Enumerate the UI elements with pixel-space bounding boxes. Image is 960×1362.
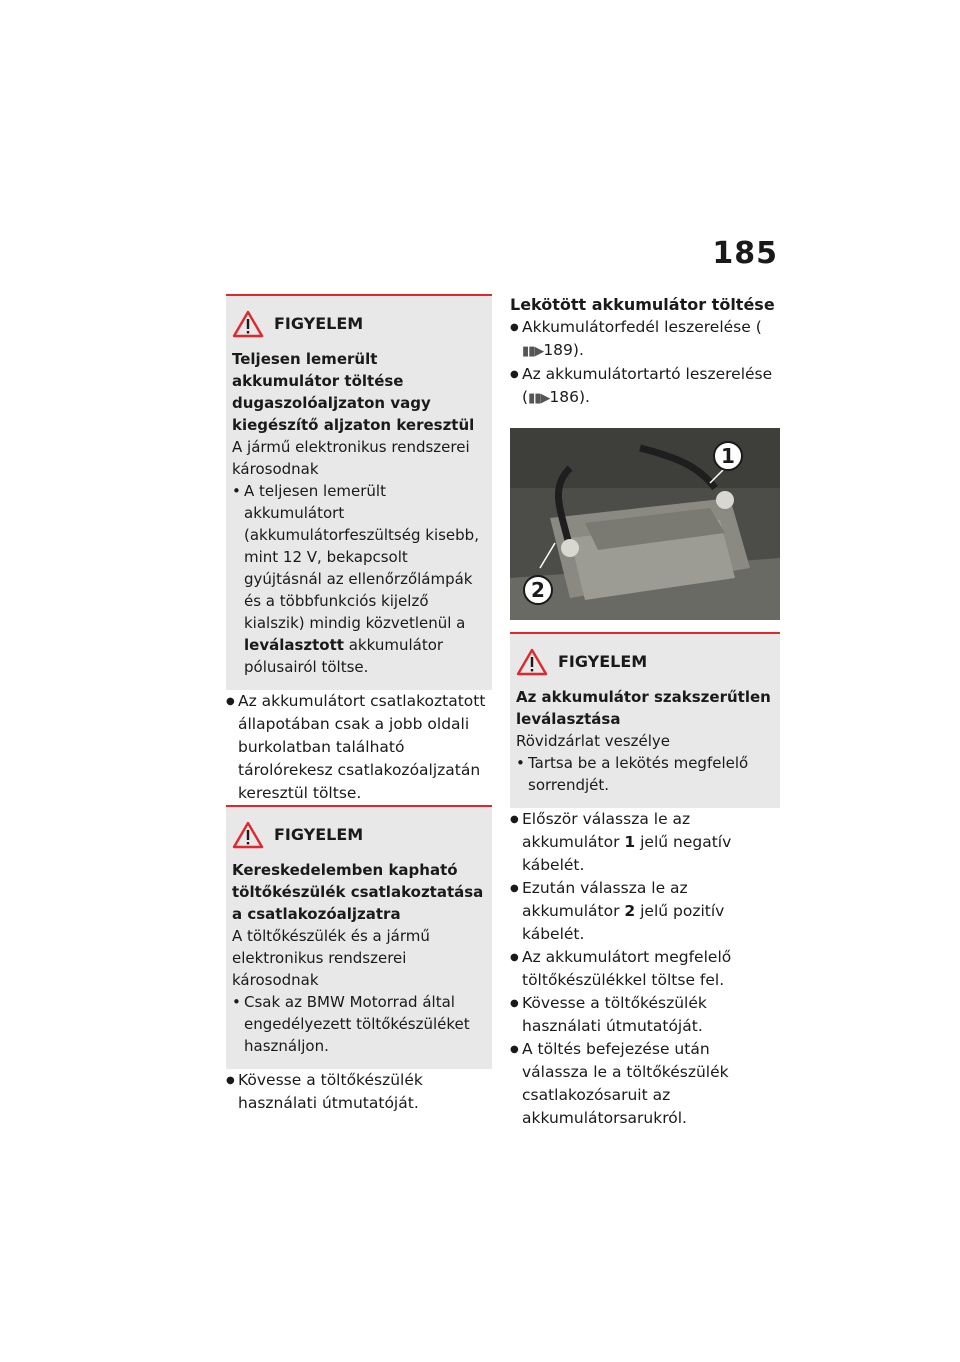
warning-box-2 [226,805,492,1069]
warning-title: FIGYELEM [274,825,364,844]
step-text-after: jelű negatív kábelét. [522,833,732,874]
warning-heading: Teljesen lemerült akkumulátor töltése dugaszolóaljzaton vagy kiegészítő aljzaton keresztül [232,350,475,434]
warning-title: FIGYELEM [558,652,648,671]
list-item: ● Kövesse a töltőkészülék használati útmutatóját. [226,1069,492,1115]
list-item [510,808,780,877]
photo-label-2: 2 [531,578,545,602]
steps-list-1 [226,690,492,805]
step-bold: 1 [624,833,636,851]
prep-text: Az akkumulátortartó leszerelése ( [522,365,773,406]
step-bold: 2 [624,902,636,920]
list-item [510,946,780,992]
step-text-after: jelű pozitív kábelét. [522,902,725,943]
warning-bullet: • Tartsa be a lekötés megfelelő sorrendjét. [516,752,772,796]
warning-heading: Kereskedelemben kapható töltőkészülék csatlakoztatása a csatlakozóaljzatra [232,861,484,923]
steps-list-right [510,808,780,1130]
warning-box-3 [510,632,780,808]
warning-triangle-icon [232,310,264,338]
step-text: Az akkumulátort megfelelő töltőkészülékkel töltse fel. [522,948,732,989]
warning-header [232,821,484,849]
left-column [226,294,492,1115]
step-text: A töltés befejezése után válassza le a töltőkészülék csatlakozósaruit az akkumulátorsarukról. [522,1040,729,1127]
steps-list-2 [226,1069,492,1115]
warning-header [516,648,772,676]
list-item [510,1038,780,1130]
reference-arrow-icon: ▮▮▶ [528,391,550,406]
bullet-text-after: akkumulátor pólusairól töltse. [244,636,444,676]
step-text: Kövesse a töltőkészülék használati útmutatóját. [522,994,707,1035]
photo-label-1: 1 [721,444,735,468]
warning-triangle-icon [232,821,264,849]
warning-bullets [516,752,772,796]
step-text: Először válassza le az akkumulátor [522,810,691,851]
list-item: ● Az akkumulátort csatlakoztatott állapotában csak a jobb oldali burkolatban található tárolórekesz csatlakozóaljzatán keresztül töltse. [226,690,492,805]
warning-bullets [232,991,484,1057]
list-item [510,363,780,410]
prep-text: Akkumulátorfedél leszerelése ( [522,318,762,336]
battery-illustration [510,428,780,620]
list-item [510,316,780,363]
battery-photo [510,428,780,620]
warning-bullets [232,480,484,678]
bullet-bold: leválasztott [244,636,344,654]
list-item [510,992,780,1038]
warning-bullet [232,480,484,678]
prep-list [510,316,780,410]
right-column [510,294,780,1130]
prep-ref: 189). [543,341,584,359]
warning-box-1 [226,294,492,690]
prep-ref: 186). [549,388,590,406]
warning-text: Rövidzárlat veszélye [516,732,671,750]
step-text: Ezután válassza le az akkumulátor [522,879,688,920]
reference-arrow-icon: ▮▮▶ [522,344,544,359]
warning-bullet: • Csak az BMW Motorrad által engedélyezett töltőkészüléket használjon. [232,991,484,1057]
warning-heading: Az akkumulátor szakszerűtlen leválasztása [516,688,771,728]
warning-triangle-icon [516,648,548,676]
warning-text: A töltőkészülék és a jármű elektronikus rendszerei károsodnak [232,927,430,989]
section-title: Lekötött akkumulátor töltése [510,295,775,314]
warning-text: A jármű elektronikus rendszerei károsodnak [232,438,470,478]
warning-title: FIGYELEM [274,314,364,333]
warning-header [232,310,484,338]
list-item [510,877,780,946]
bullet-text: A teljesen lemerült akkumulátort (akkumulátorfeszültség kisebb, mint 12 V, bekapcsolt gyújtásnál az ellenőrzőlámpák és a többfunkciós kijelző kialszik) mindig közvetlenül a [244,482,479,632]
page-number: 185 [712,236,778,271]
